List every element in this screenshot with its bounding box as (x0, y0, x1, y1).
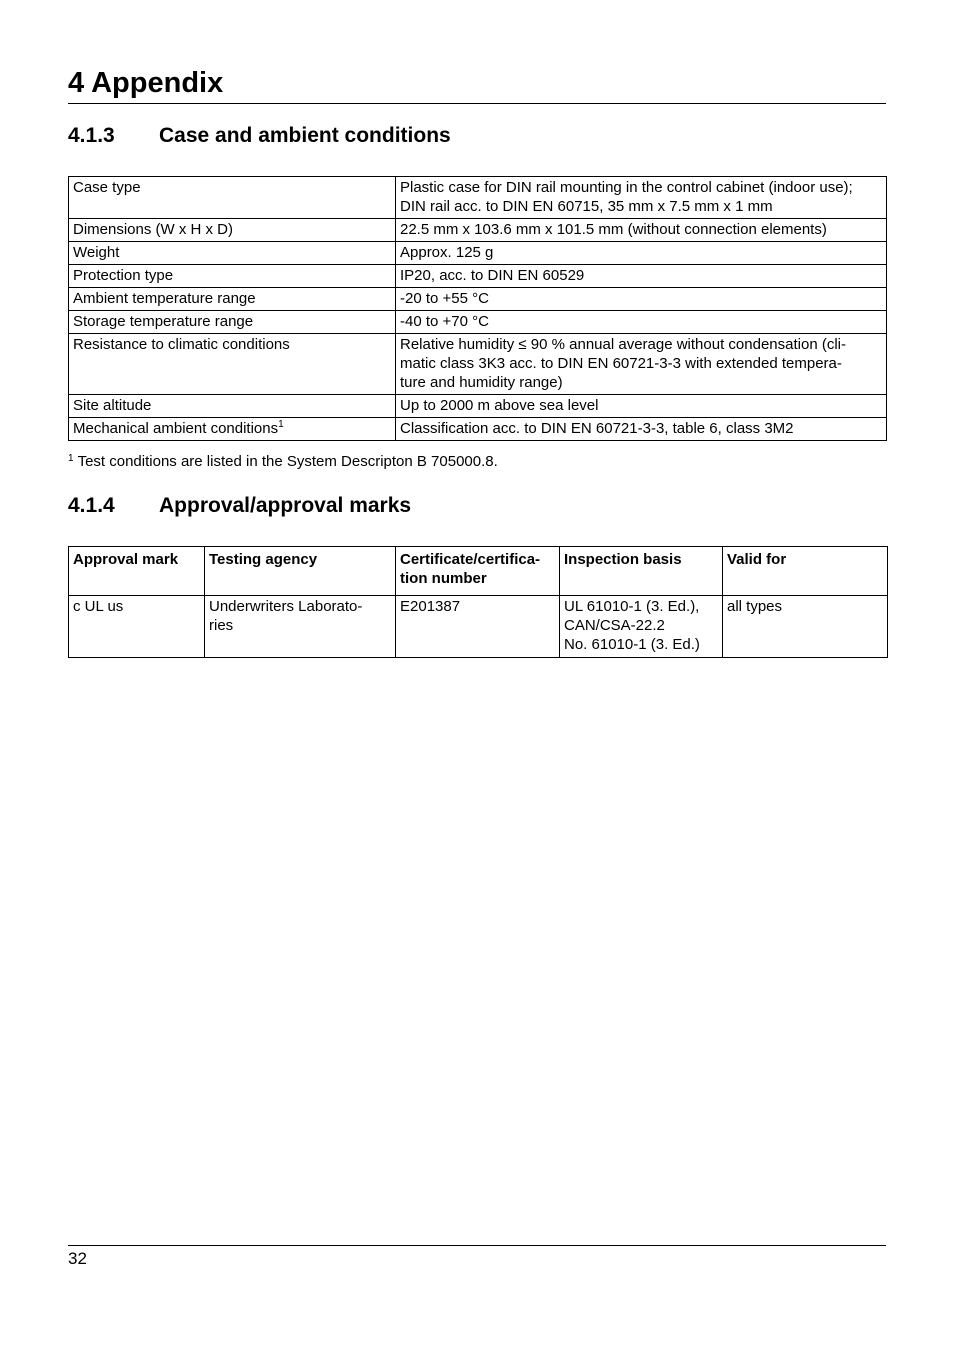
footnote-mark: 1 (68, 453, 74, 464)
chapter-title: 4 Appendix (68, 67, 224, 99)
cell-line: Approx. 125 g (400, 244, 494, 261)
header-rule (68, 103, 886, 104)
condition-label (69, 177, 396, 219)
condition-label (69, 265, 396, 288)
table-cell (396, 596, 560, 658)
condition-label-text: Ambient temperature range (73, 290, 256, 307)
condition-value (396, 418, 887, 441)
cell-line: E201387 (400, 598, 461, 615)
section-title: Approval/approval marks (159, 494, 412, 517)
cell-line: matic class 3K3 acc. to DIN EN 60721-3-3 with extended tempera- (400, 355, 842, 372)
footnote-text: Test conditions are listed in the System Descripton B 705000.8. (77, 453, 498, 470)
cell-line: 22.5 mm x 103.6 mm x 101.5 mm (without connection elements) (400, 221, 827, 238)
cell-line: Testing agency (209, 551, 318, 568)
condition-label-text: Dimensions (W x H x D) (73, 221, 234, 238)
cell-line: CAN/CSA-22.2 (564, 617, 665, 634)
cell-line: Underwriters Laborato- (209, 598, 363, 615)
table-row (69, 395, 887, 418)
table-row (69, 334, 887, 395)
page-number: 32 (68, 1249, 87, 1268)
case-conditions-table (68, 176, 887, 441)
table-row (69, 596, 888, 658)
cell-line: Approval mark (73, 551, 179, 568)
condition-label (69, 219, 396, 242)
condition-value (396, 334, 887, 395)
cell-line: Classification acc. to DIN EN 60721-3-3, table 6, class 3M2 (400, 420, 794, 437)
cell-line: UL 61010-1 (3. Ed.), (564, 598, 700, 615)
cell-line: ries (209, 617, 234, 634)
footnote (68, 449, 498, 471)
table-row (69, 418, 887, 441)
cell-line: No. 61010-1 (3. Ed.) (564, 636, 700, 653)
section-heading-case-conditions (68, 123, 451, 149)
condition-value (396, 219, 887, 242)
table-cell (560, 596, 723, 658)
section-number: 4.1.4 (68, 494, 115, 517)
condition-label-text: Case type (73, 179, 141, 196)
section-number: 4.1.3 (68, 124, 115, 147)
section-title: Case and ambient conditions (159, 124, 451, 147)
footnote-reference: 1 (278, 419, 284, 430)
column-header (560, 547, 723, 596)
condition-label (69, 334, 396, 395)
column-header (69, 547, 205, 596)
condition-value (396, 265, 887, 288)
table-cell (205, 596, 396, 658)
cell-line: Inspection basis (564, 551, 682, 568)
cell-line: Plastic case for DIN rail mounting in the control cabinet (indoor use); (400, 179, 853, 196)
table-cell (723, 596, 888, 658)
cell-line: -40 to +70 °C (400, 313, 489, 330)
cell-line: tion number (400, 570, 487, 587)
condition-label-text: Mechanical ambient conditions (73, 420, 279, 437)
cell-line: Relative humidity ≤ 90 % annual average without condensation (cli- (400, 336, 846, 353)
condition-label (69, 418, 396, 441)
section-heading-approval-marks (68, 493, 411, 519)
cell-line: ture and humidity range) (400, 374, 563, 391)
condition-label (69, 288, 396, 311)
condition-value (396, 177, 887, 219)
table-row (69, 242, 887, 265)
condition-value (396, 395, 887, 418)
condition-value (396, 311, 887, 334)
footer-rule (68, 1245, 886, 1246)
condition-label-text: Resistance to climatic conditions (73, 336, 290, 353)
table-row (69, 219, 887, 242)
condition-label-text: Site altitude (73, 397, 152, 414)
approval-marks-table (68, 546, 888, 658)
cell-line: IP20, acc. to DIN EN 60529 (400, 267, 585, 284)
condition-label-text: Protection type (73, 267, 174, 284)
condition-label-text: Storage temperature range (73, 313, 254, 330)
table-row (69, 265, 887, 288)
table-cell (69, 596, 205, 658)
column-header (396, 547, 560, 596)
condition-label (69, 311, 396, 334)
cell-line: Valid for (727, 551, 787, 568)
condition-value (396, 242, 887, 265)
table-row (69, 288, 887, 311)
cell-line: all types (727, 598, 783, 615)
condition-label (69, 242, 396, 265)
column-header (205, 547, 396, 596)
cell-line: Certificate/certifica- (400, 551, 541, 568)
condition-label-text: Weight (73, 244, 120, 261)
condition-value (396, 288, 887, 311)
cell-line: c UL us (73, 598, 124, 615)
cell-line: Up to 2000 m above sea level (400, 397, 599, 414)
column-header (723, 547, 888, 596)
table-row (69, 177, 887, 219)
table-row (69, 311, 887, 334)
cell-line: -20 to +55 °C (400, 290, 489, 307)
cell-line: DIN rail acc. to DIN EN 60715, 35 mm x 7.5 mm x 1 mm (400, 198, 773, 215)
table-header-row (69, 547, 888, 596)
condition-label (69, 395, 396, 418)
